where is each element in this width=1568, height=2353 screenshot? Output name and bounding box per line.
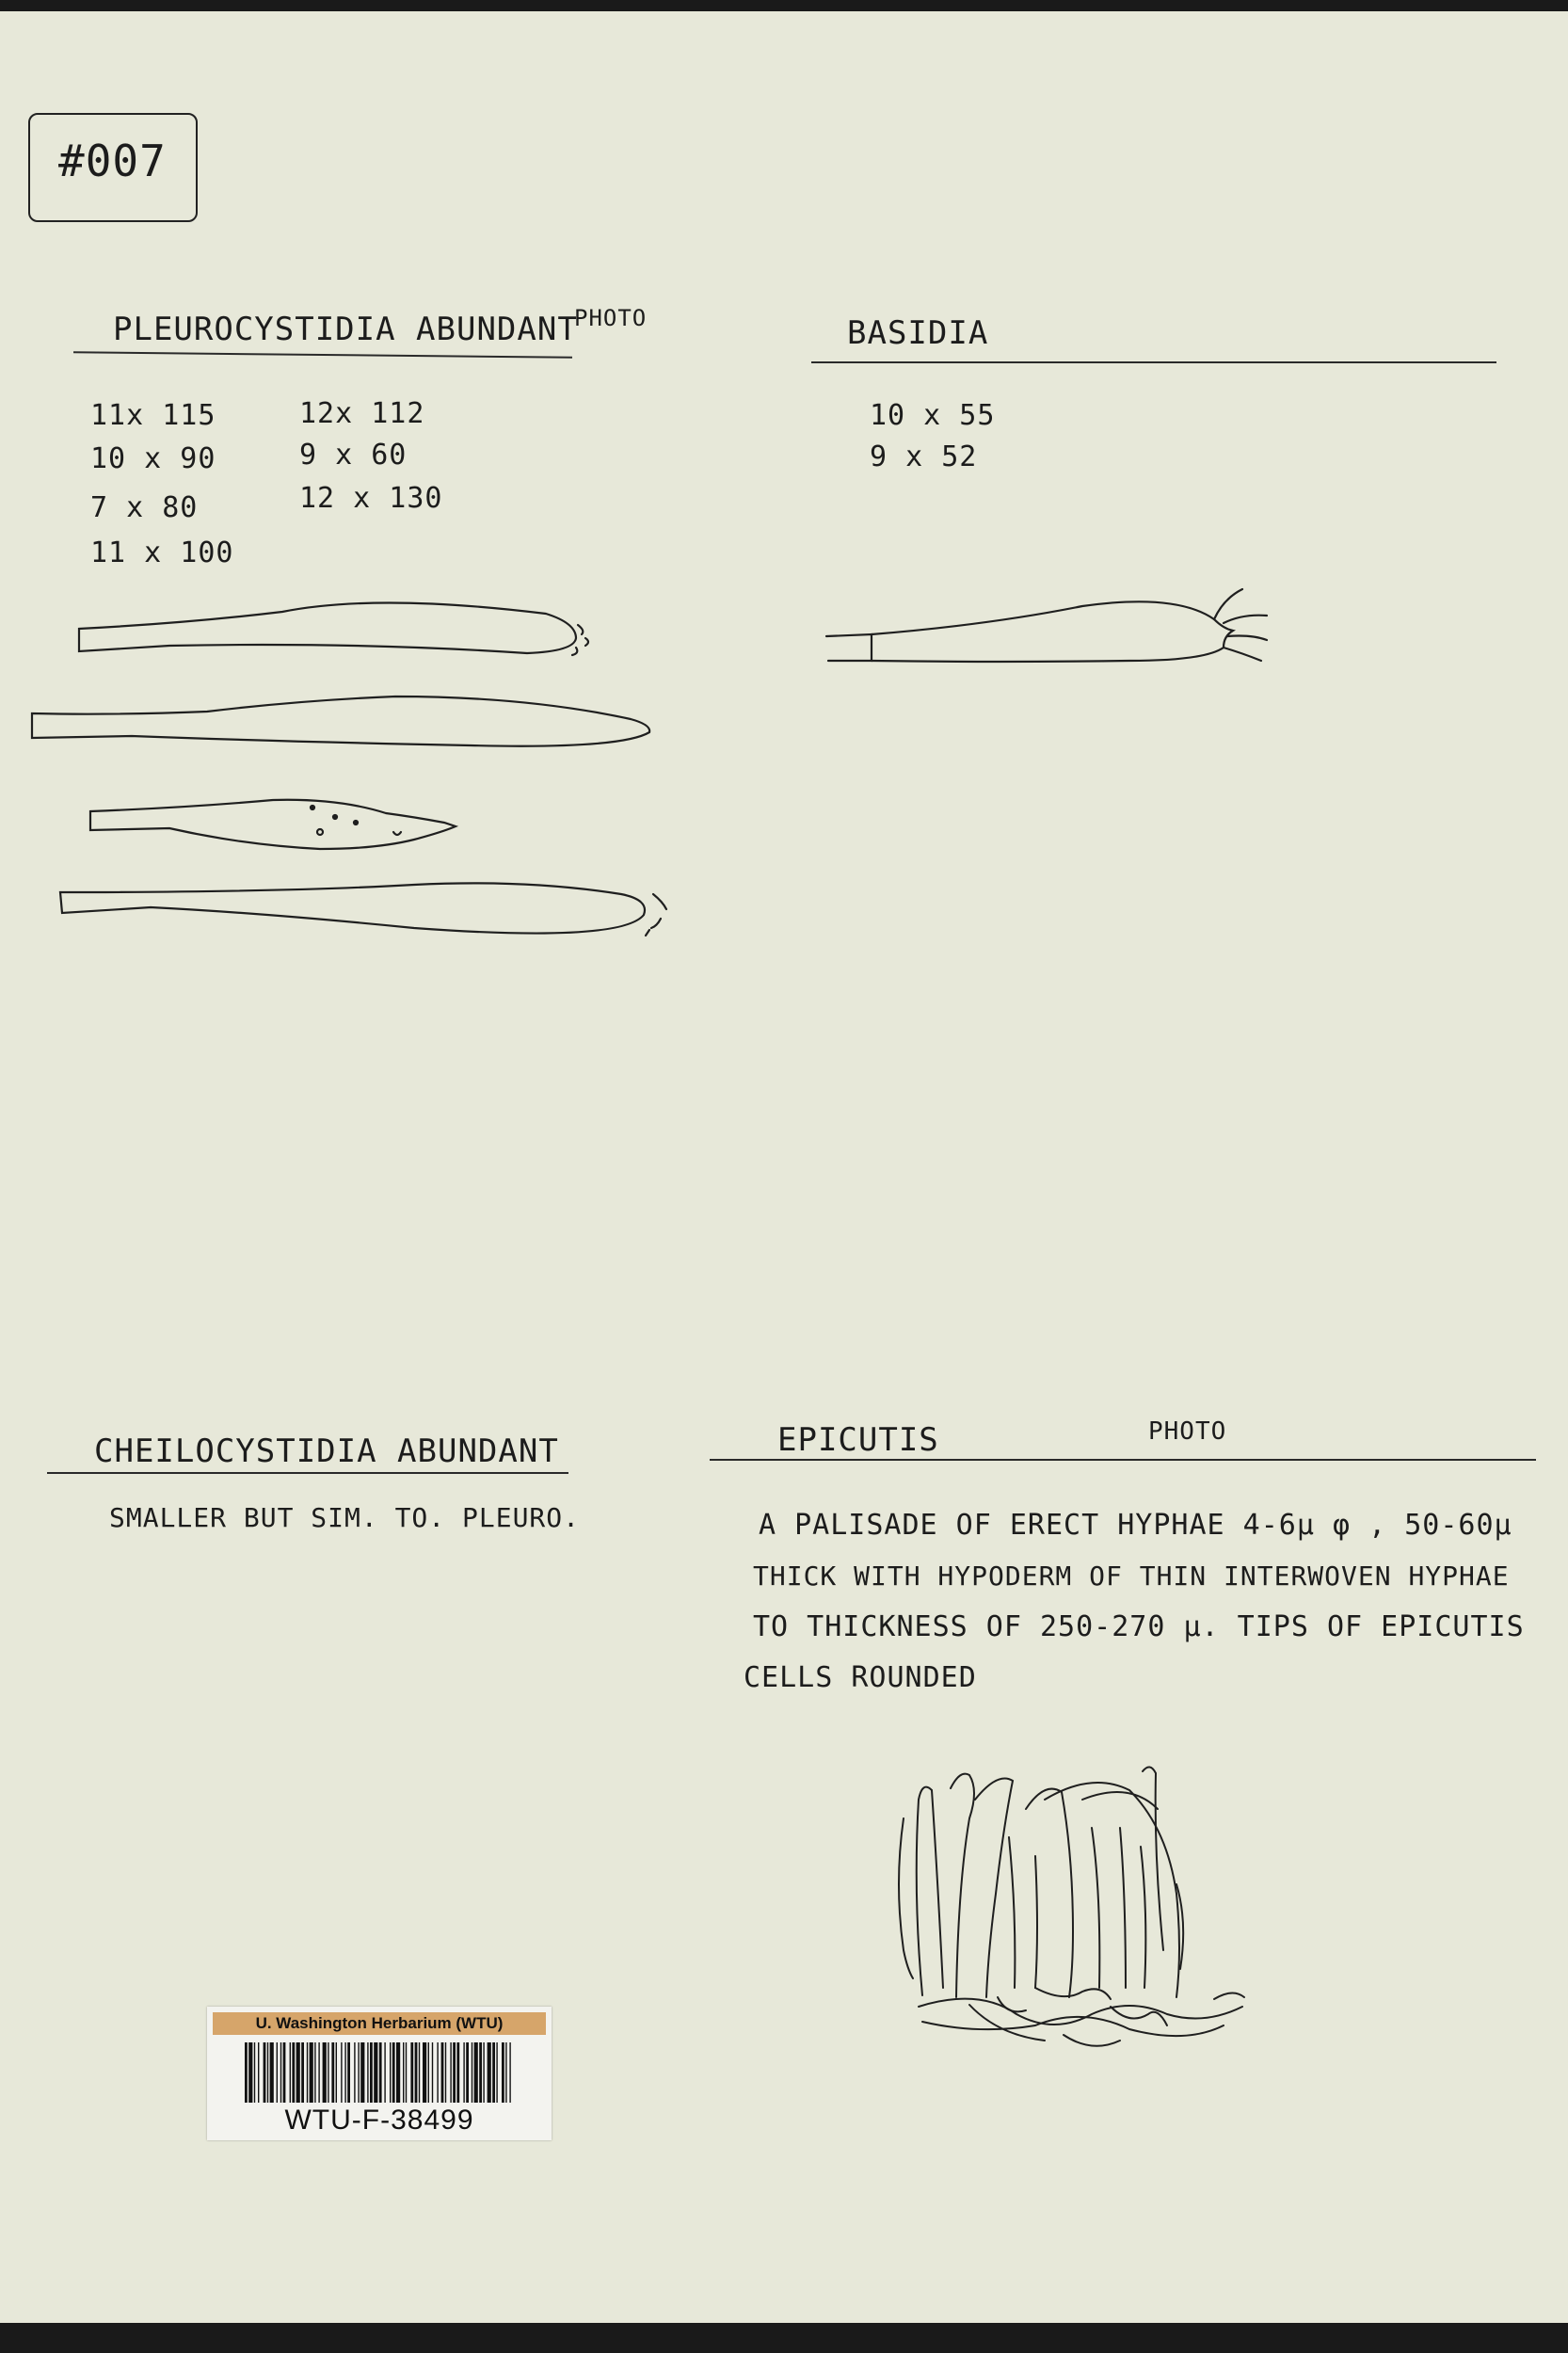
epicutis-drawing <box>0 11 1318 2082</box>
epicutis-line-1: A PALISADE OF ERECT HYPHAE 4-6µ φ , 50-60µ <box>759 1509 1512 1542</box>
herbarium-barcode-label <box>207 2007 552 2140</box>
cheilocystidia-title: CHEILOCYSTIDIA ABUNDANT <box>94 1433 559 1470</box>
basidia-title: BASIDIA <box>847 314 989 352</box>
herbarium-specimen-code: WTU-F-38499 <box>284 2105 474 2136</box>
pleuro-measure-6: 9 x 60 <box>299 439 408 472</box>
basidia-measure-2: 9 x 52 <box>870 440 978 473</box>
herbarium-institution: U. Washington Herbarium (WTU) <box>213 2012 546 2035</box>
epicutis-line-4: CELLS ROUNDED <box>744 1661 977 1694</box>
pleuro-measure-1: 11x 115 <box>90 399 216 432</box>
barcode-icon <box>245 2042 514 2103</box>
cheilocystidia-note: SMALLER BUT SIM. TO. PLEURO. <box>109 1502 581 1533</box>
specimen-number: #007 <box>58 136 167 186</box>
pleuro-measure-7: 12 x 130 <box>299 482 443 515</box>
epicutis-line-3: TO THICKNESS OF 250-270 µ. TIPS OF EPICUTIS <box>753 1610 1525 1643</box>
epicutis-line-2: THICK WITH HYPODERM OF THIN INTERWOVEN HYPHAE <box>753 1561 1510 1592</box>
basidia-measure-1: 10 x 55 <box>870 399 996 432</box>
pleurocystidia-title: PLEUROCYSTIDIA ABUNDANT <box>113 311 578 348</box>
pleuro-measure-2: 10 x 90 <box>90 442 216 475</box>
epicutis-title: EPICUTIS <box>777 1421 939 1459</box>
herbarium-sheet <box>0 11 1568 2323</box>
epicutis-photo-note: PHOTO <box>1148 1417 1227 1446</box>
pleurocystidia-photo-note: PHOTO <box>574 305 648 331</box>
pleuro-measure-5: 12x 112 <box>299 397 425 430</box>
pleuro-measure-4: 11 x 100 <box>90 536 234 569</box>
pleuro-measure-3: 7 x 80 <box>90 491 199 524</box>
